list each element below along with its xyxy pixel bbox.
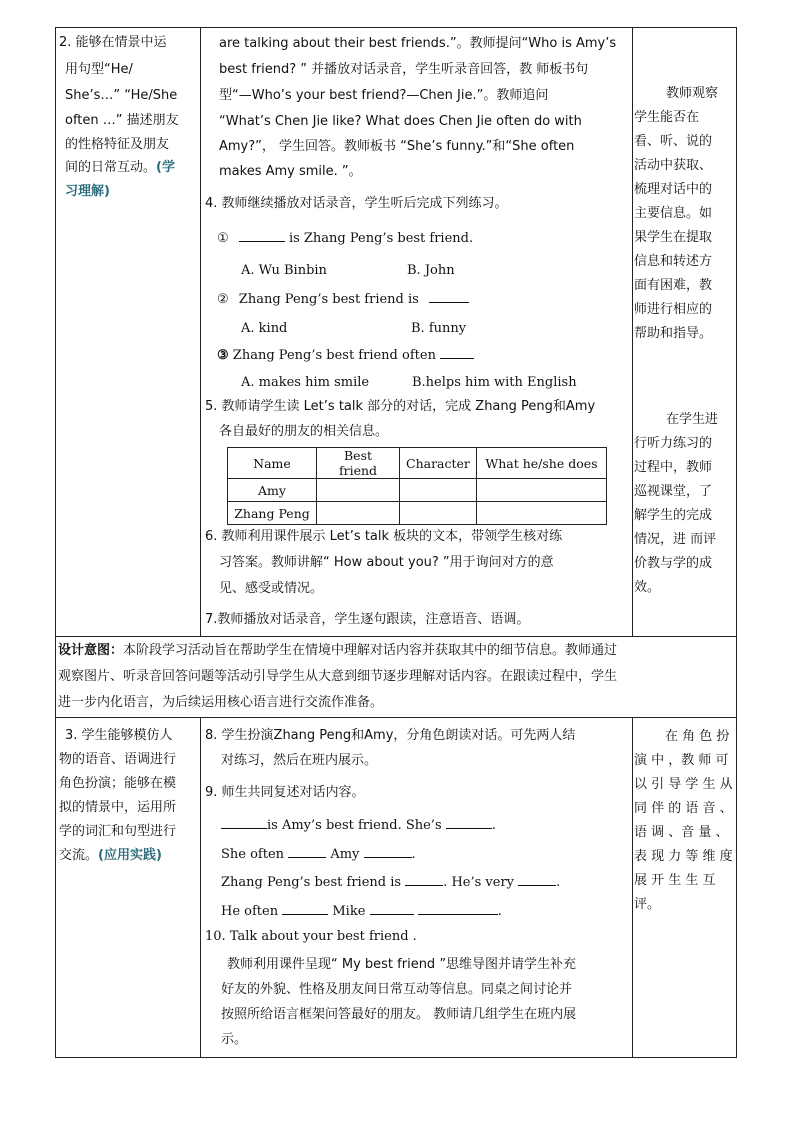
step-10-text: 示。 (221, 1032, 248, 1047)
header-cell: Character (400, 448, 477, 479)
eval-line: 情况，进 而评 (634, 532, 717, 547)
col-divider (632, 27, 633, 637)
table-cell (476, 479, 606, 502)
header-cell: Best friend (317, 448, 400, 479)
table-cell (317, 502, 400, 525)
step-8: 8. 学生扮演Zhang Peng和Amy，分角色朗读对话。可先两人结 (205, 728, 576, 743)
step-6-cont: 见、感受或情况。 (219, 581, 324, 596)
info-table (227, 447, 607, 525)
goal-line: 拟的情景中，运用所 (59, 800, 177, 815)
eval-line: 梳理对话中的 (634, 182, 713, 197)
goal-tag: (学 (156, 160, 175, 175)
activity-line: makes Amy smile. ”。 (219, 164, 362, 179)
q2-number: ② (217, 292, 229, 307)
eval-line: 过程中，教师 (634, 460, 713, 475)
step-6: 6. 教师利用课件展示 Let’s talk 板块的文本，带领学生核对练 (205, 529, 563, 544)
table-cell: Amy (228, 479, 317, 502)
col-divider (632, 717, 633, 1058)
step-4: 4. 教师继续播放对话录音，学生听后完成下列练习。 (205, 196, 508, 211)
table-cell (317, 479, 400, 502)
eval-line: 语 调 、音 量 、 (634, 825, 729, 840)
answer-blank (364, 844, 412, 858)
step-5-cont: 各自最好的朋友的相关信息。 (219, 424, 389, 439)
q2-option-b: B. funny (411, 321, 467, 336)
table-border-bottom (55, 1057, 737, 1058)
answer-blank (370, 901, 414, 915)
answer-blank (282, 901, 328, 915)
retell-line: She often (221, 847, 285, 862)
table-row (228, 502, 607, 525)
table-cell (476, 502, 606, 525)
step-10-text: 好友的外貌、性格及朋友间日常互动等信息。同桌之间讨论并 (221, 982, 573, 997)
table-border-top (55, 27, 737, 28)
eval-line: 活动中获取、 (634, 158, 713, 173)
col-divider (200, 27, 201, 637)
q2-text: Zhang Peng’s best friend is (238, 292, 419, 307)
eval-line: 面有困难，教 (634, 278, 713, 293)
answer-blank (429, 289, 469, 303)
retell-line: He often (221, 904, 279, 919)
eval-line: 同 伴 的 语 音 、 (634, 801, 733, 816)
q1-number: ① (217, 231, 229, 246)
step-9: 9. 师生共同复述对话内容。 (205, 785, 365, 800)
q1-text: is Zhang Peng’s best friend. (288, 231, 474, 246)
q3-option-a: A. makes him smile (241, 375, 370, 390)
goal-line: 学的词汇和句型进行 (59, 824, 177, 839)
eval-line: 主要信息。如 (634, 206, 713, 221)
answer-blank (405, 872, 443, 886)
answer-blank (239, 228, 285, 242)
goal-line: She’s…” “He/She (65, 88, 178, 103)
eval-line: 在学生进 (666, 412, 719, 427)
step-5: 5. 教师请学生读 Let’s talk 部分的对话，完成 Zhang Peng和Amy (205, 399, 596, 414)
design-text: 观察图片、听录音回答问题等活动引导学生从大意到细节逐步理解对话内容。在跟读过程中，学生 (58, 669, 618, 684)
answer-blank (288, 844, 326, 858)
q3-text: Zhang Peng’s best friend often (232, 348, 436, 363)
step-10-text: 按照所给语言框架问答最好的朋友。 教师请几组学生在班内展 (221, 1007, 577, 1022)
eval-line: 帮助和指导。 (634, 326, 713, 341)
eval-line: 解学生的完成 (634, 508, 713, 523)
goal-tag: 习理解) (65, 184, 110, 199)
table-row (228, 479, 607, 502)
goal-tag: (应用实践) (98, 848, 162, 863)
col-divider (200, 717, 201, 1058)
table-border-right (736, 27, 737, 1058)
goal-line: 2. 能够在情景中运 (59, 35, 167, 50)
activity-line: best friend? ” 并播放对话录音，学生听录音回答，教 师板书句 (219, 62, 589, 77)
header-cell: What he/she does (476, 448, 606, 479)
table-border-left (55, 27, 56, 1058)
retell-line: Amy (330, 847, 360, 862)
step-6-cont: 习答案。教师讲解“ How about you? ”用于询问对方的意 (219, 555, 554, 570)
answer-blank (446, 815, 492, 829)
goal-line: 的性格特征及朋友 (65, 137, 170, 152)
q2-option-a: A. kind (241, 321, 288, 336)
activity-line: 型“—Who’s your best friend?—Chen Jie.”。教师追问 (219, 88, 549, 103)
q1-option-b: B. John (407, 263, 455, 278)
step-10-text: 教师利用课件呈现“ My best friend ”思维导图并请学生补充 (227, 957, 577, 972)
q3-option-b: B.helps him with English (412, 375, 577, 390)
eval-line: 巡视课堂，了 (634, 484, 713, 499)
goal-line: 物的语音、语调进行 (59, 752, 177, 767)
header-cell: Name (228, 448, 317, 479)
answer-blank (518, 872, 556, 886)
table-cell: Zhang Peng (228, 502, 317, 525)
goal-line: often …” 描述朋友 (65, 113, 179, 128)
activity-line: “What’s Chen Jie like? What does Chen Jie often do with (219, 114, 582, 129)
eval-line: 行听力练习的 (634, 436, 713, 451)
design-text: 进一步内化语言，为后续运用核心语言进行交流作准备。 (58, 695, 384, 710)
retell-line: Zhang Peng’s best friend is (221, 875, 402, 890)
answer-blank (418, 901, 498, 915)
eval-line: 在 角 色 扮 (665, 729, 730, 744)
goal-line: 交流。 (59, 848, 99, 863)
table-cell (400, 479, 477, 502)
eval-line: 展 开 生 生 互 (634, 873, 716, 888)
eval-line: 教师观察 (666, 86, 719, 101)
info-table-header (228, 448, 607, 479)
eval-line: 学生能否在 (634, 110, 700, 125)
answer-blank (440, 345, 474, 359)
activity-line: are talking about their best friends.”。教师提问“Who is Amy’s (219, 36, 617, 51)
q3-number: ③ (217, 348, 229, 363)
row-divider (55, 636, 737, 637)
answer-blank (221, 815, 267, 829)
retell-line: . He’s very (443, 875, 515, 890)
goal-line: 用句型“He/ (65, 62, 133, 77)
eval-line: 评。 (634, 897, 661, 912)
eval-line: 演 中 ，教 师 可 (634, 753, 729, 768)
goal-line: 角色扮演；能够在模 (59, 776, 177, 791)
eval-line: 果学生在提取 (634, 230, 713, 245)
eval-line: 效。 (634, 580, 661, 595)
step-10: 10. Talk about your best friend . (205, 929, 417, 944)
goal-line: 3. 学生能够模仿人 (65, 728, 173, 743)
goal-line: 间的日常互动。 (65, 160, 157, 175)
design-text: 本阶段学习活动旨在帮助学生在情境中理解对话内容并获取其中的细节信息。教师通过 (123, 643, 618, 658)
retell-line: is Amy’s best friend. She’s (267, 818, 442, 833)
eval-line: 信息和转述方 (634, 254, 713, 269)
table-cell (400, 502, 477, 525)
eval-line: 表 现 力 等 维 度 (634, 849, 733, 864)
q1-option-a: A. Wu Binbin (241, 263, 327, 278)
eval-line: 以 引 导 学 生 从 (634, 777, 733, 792)
activity-line: Amy?”， 学生回答。教师板书 “She’s funny.”和“She often (219, 139, 575, 154)
step-7: 7.教师播放对话录音，学生逐句跟读，注意语音、语调。 (205, 612, 530, 627)
step-8-cont: 对练习，然后在班内展示。 (221, 753, 378, 768)
eval-line: 价教与学的成 (634, 556, 713, 571)
design-label: 设计意图： (58, 643, 124, 658)
eval-line: 师进行相应的 (634, 302, 713, 317)
row-divider (55, 717, 737, 718)
retell-line: Mike (332, 904, 366, 919)
eval-line: 看、听、说的 (634, 134, 713, 149)
